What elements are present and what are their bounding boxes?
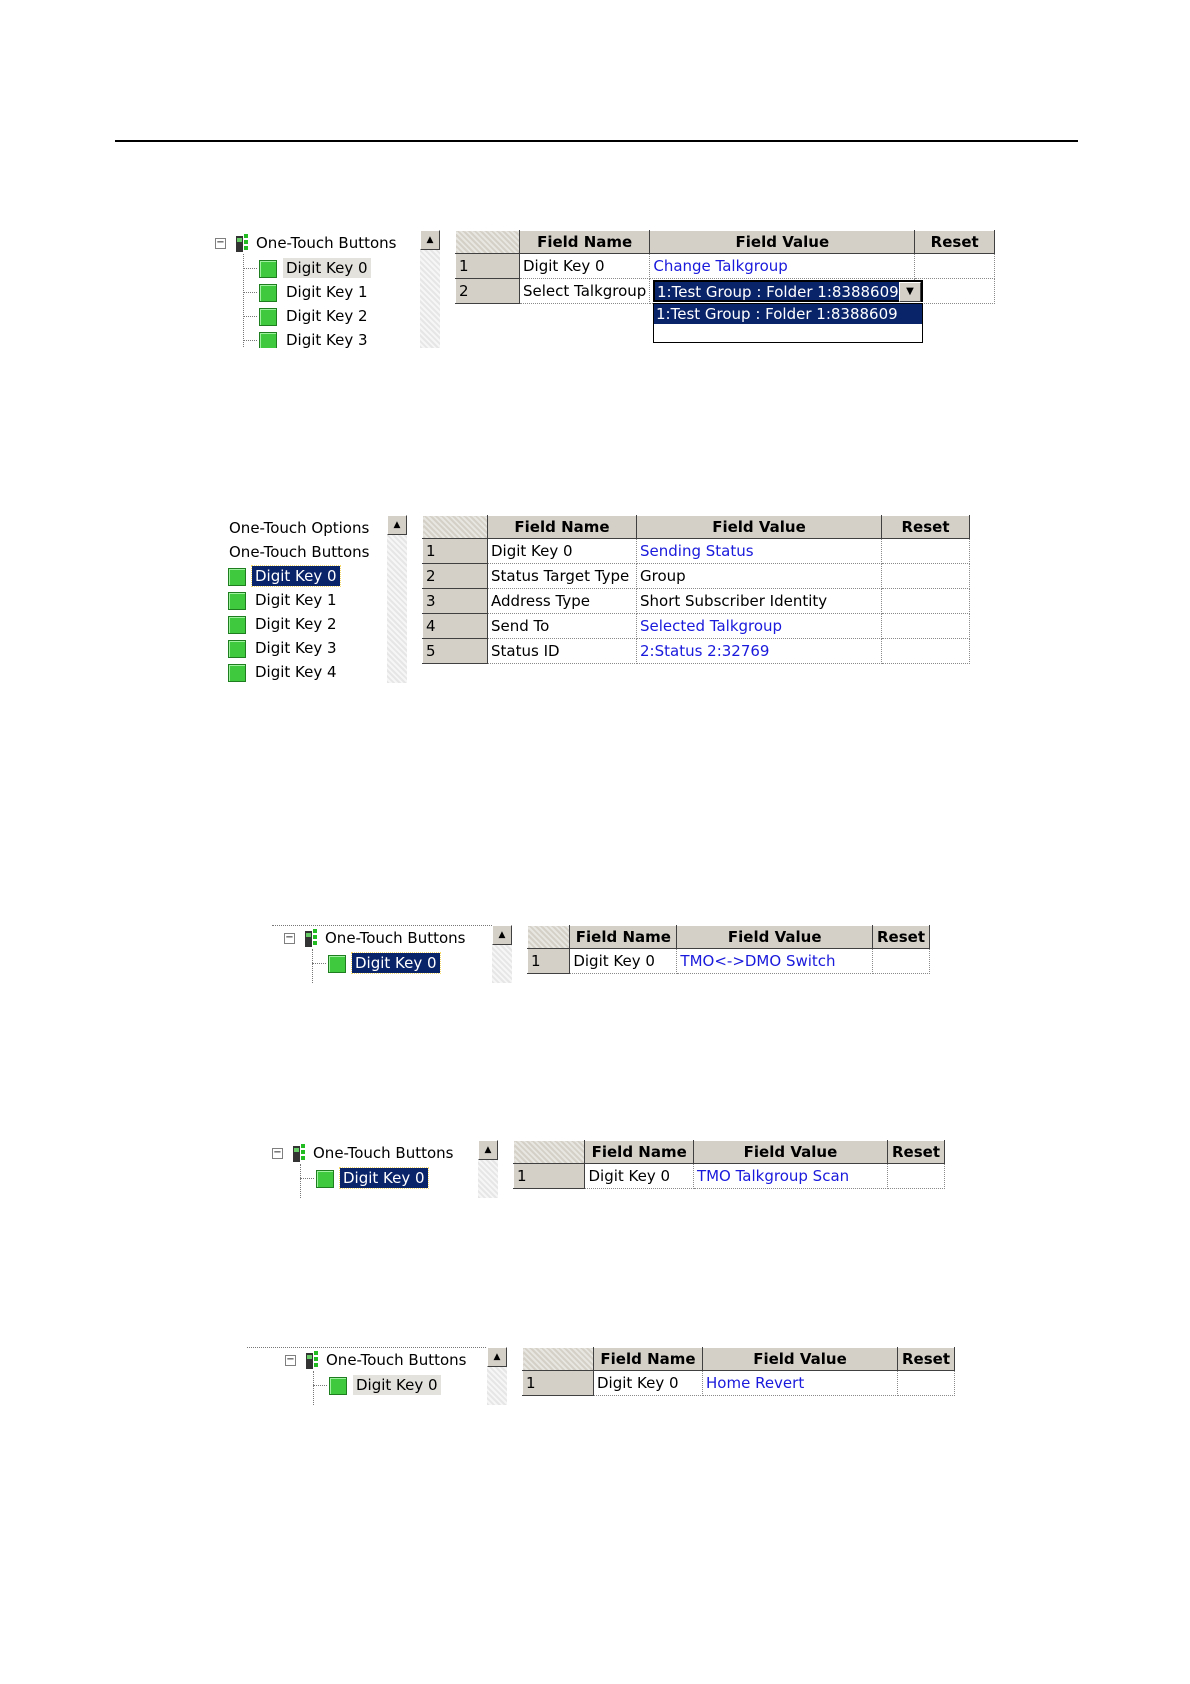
field-name-cell: Digit Key 0 [585,1164,693,1189]
table-row[interactable] [423,564,970,589]
table-row[interactable] [423,589,970,614]
row-number: 1 [523,1371,594,1396]
reset-cell[interactable] [882,539,970,564]
collapse-icon[interactable]: − [286,1354,295,1365]
header-field-name[interactable]: Field Name [570,926,677,949]
header-field-name[interactable]: Field Name [585,1141,693,1164]
screenshot-tmo-dmo-switch [272,925,932,985]
tree-guide [243,268,257,269]
tree-root[interactable] [322,927,468,949]
triangle-up-icon[interactable]: ▲ [478,1140,498,1160]
table-row[interactable] [423,539,970,564]
tree-root[interactable] [310,1142,456,1164]
row-number: 2 [456,279,520,304]
phone-icon [292,1143,306,1163]
green-square-icon [228,664,246,682]
tree-view [268,1140,478,1198]
screenshot-sending-status [222,515,972,685]
tree-root-label: One-Touch Buttons [313,1144,454,1162]
reset-cell[interactable] [898,1371,955,1396]
tree-item-digit-key-0[interactable] [316,1167,428,1189]
header-field-value[interactable]: Field Value [693,1141,887,1164]
field-name-cell: Send To [488,614,637,639]
tree-root-label: One-Touch Buttons [325,929,466,947]
field-name-cell: Digit Key 0 [570,949,677,974]
row-number: 5 [423,639,488,664]
tree-item-label: Digit Key 0 [353,1375,441,1395]
field-value-cell[interactable]: Change Talkgroup [650,254,915,279]
header-reset[interactable]: Reset [898,1348,955,1371]
row-number: 1 [514,1164,585,1189]
reset-cell[interactable] [873,949,930,974]
reset-cell[interactable] [882,564,970,589]
tree-item-label: Digit Key 0 [340,1168,428,1188]
row-number: 2 [423,564,488,589]
row-number: 4 [423,614,488,639]
header-field-value[interactable]: Field Value [650,231,915,254]
talkgroup-select-value: 1:Test Group : Folder 1:8388609 [657,283,899,301]
tree-item-digit-key-1[interactable] [228,589,340,611]
header-reset[interactable]: Reset [888,1141,945,1164]
triangle-up-icon[interactable]: ▲ [387,515,407,535]
tree-item-label: Digit Key 0 [283,258,371,278]
reset-cell[interactable] [915,254,995,279]
screenshot-home-revert [247,1347,957,1407]
tree-view [222,515,387,683]
tree-item-digit-key-2[interactable] [228,613,340,635]
field-value-cell[interactable]: Home Revert [703,1371,898,1396]
tree-item-one-touch-options[interactable] [226,517,372,539]
collapse-icon[interactable]: − [285,932,294,943]
tree-item-one-touch-buttons[interactable] [226,541,372,563]
grid-corner [456,231,520,254]
reset-cell[interactable] [882,639,970,664]
table-row[interactable] [528,949,930,974]
table-row[interactable] [456,254,995,279]
collapse-icon[interactable]: − [273,1147,282,1158]
green-square-icon [228,592,246,610]
green-square-icon [329,1377,347,1395]
header-field-name[interactable]: Field Name [488,516,637,539]
tree-item-digit-key-3[interactable] [259,329,371,348]
green-square-icon [228,640,246,658]
field-name-cell: Digit Key 0 [594,1371,703,1396]
field-value-cell[interactable]: 2:Status 2:32769 [637,639,882,664]
green-square-icon [316,1170,334,1188]
tree-item-label: Digit Key 3 [286,331,368,348]
tree-root-label: One-Touch Buttons [326,1351,467,1369]
header-reset[interactable]: Reset [915,231,995,254]
grid-corner [514,1141,585,1164]
header-field-name[interactable]: Field Name [594,1348,703,1371]
field-value-cell[interactable]: Short Subscriber Identity [637,589,882,614]
tree-item-digit-key-0[interactable] [329,1374,441,1396]
tree-scrollbar[interactable] [492,925,512,983]
row-number: 1 [456,254,520,279]
tree-guide [312,949,313,983]
field-value-cell[interactable]: TMO Talkgroup Scan [693,1164,887,1189]
tree-item-digit-key-0[interactable] [259,257,371,279]
tree-guide [313,1371,314,1405]
field-value-cell[interactable]: Sending Status [637,539,882,564]
field-grid [527,925,930,974]
field-grid [513,1140,945,1189]
tree-item-label: Digit Key 0 [252,566,340,586]
tree-scrollbar[interactable] [420,230,440,348]
tree-item-label: Digit Key 1 [286,283,368,301]
tree-item-label: Digit Key 2 [255,615,337,633]
tree-view [272,925,492,983]
tree-item-label: Digit Key 4 [255,663,337,681]
tree-item-label: Digit Key 3 [255,639,337,657]
tree-item-digit-key-4[interactable] [228,661,340,683]
tree-item-label: One-Touch Buttons [229,543,370,561]
reset-cell[interactable] [915,279,995,304]
header-field-value[interactable]: Field Value [703,1348,898,1371]
field-name-cell: Digit Key 0 [488,539,637,564]
tree-guide [300,1164,301,1198]
reset-cell[interactable] [882,614,970,639]
table-row[interactable] [514,1164,945,1189]
tree-guide [243,292,257,293]
tree-guide [313,1385,327,1386]
tree-item-digit-key-0[interactable] [228,565,340,587]
table-row[interactable] [423,639,970,664]
grid-corner [423,516,488,539]
tree-view [247,1347,487,1405]
green-square-icon [259,332,277,349]
table-row[interactable] [423,614,970,639]
header-field-name[interactable]: Field Name [520,231,650,254]
green-square-icon [259,284,277,302]
tree-guide [243,340,257,341]
tree-scrollbar[interactable] [478,1140,498,1198]
field-value-cell[interactable]: Selected Talkgroup [637,614,882,639]
tree-item-digit-key-2[interactable] [259,305,371,327]
header-reset[interactable]: Reset [873,926,930,949]
tree-scrollbar[interactable] [387,515,407,683]
grid-corner [523,1348,594,1371]
triangle-up-icon[interactable]: ▲ [420,230,440,250]
header-field-value[interactable]: Field Value [677,926,873,949]
green-square-icon [259,260,277,278]
tree-guide [312,963,326,964]
screenshot-tmo-talkgroup-scan [268,1140,948,1200]
green-square-icon [328,955,346,973]
row-number: 1 [528,949,570,974]
tree-item-label: Digit Key 1 [255,591,337,609]
tree-item-digit-key-3[interactable] [228,637,340,659]
field-name-cell: Select Talkgroup [520,279,650,304]
tree-scrollbar[interactable] [487,1347,507,1405]
reset-cell[interactable] [882,589,970,614]
tree-root[interactable] [323,1349,469,1371]
tree-guide [243,316,257,317]
phone-icon [235,233,249,253]
dropdown-option[interactable]: 1:Test Group : Folder 1:8388609 [654,304,922,324]
tree-root[interactable] [253,232,399,254]
collapse-icon[interactable]: − [216,237,225,248]
header-reset[interactable]: Reset [882,516,970,539]
tree-view [195,230,420,348]
talkgroup-select[interactable] [653,280,923,302]
table-row[interactable] [523,1371,955,1396]
tree-item-label: Digit Key 2 [286,307,368,325]
tree-item-digit-key-0[interactable] [328,952,440,974]
green-square-icon [228,568,246,586]
tree-root-label: One-Touch Buttons [256,234,397,252]
phone-icon [304,928,318,948]
triangle-up-icon[interactable]: ▲ [487,1347,507,1367]
field-value-cell[interactable]: Group [637,564,882,589]
field-grid [422,515,970,664]
field-name-cell: Status ID [488,639,637,664]
reset-cell[interactable] [888,1164,945,1189]
header-rule [115,140,1078,142]
row-number: 1 [423,539,488,564]
row-number: 3 [423,589,488,614]
grid-corner [528,926,570,949]
tree-item-label: Digit Key 0 [352,953,440,973]
field-name-cell: Digit Key 0 [520,254,650,279]
tree-item-digit-key-1[interactable] [259,281,371,303]
green-square-icon [259,308,277,326]
talkgroup-dropdown-list [653,303,923,343]
phone-icon [305,1350,319,1370]
green-square-icon [228,616,246,634]
tree-guide [300,1178,314,1179]
screenshot-change-talkgroup [195,230,995,350]
tree-item-label: One-Touch Options [229,519,370,537]
triangle-down-icon[interactable]: ▼ [899,282,921,302]
header-field-value[interactable]: Field Value [637,516,882,539]
triangle-up-icon[interactable]: ▲ [492,925,512,945]
field-grid [522,1347,955,1396]
field-name-cell: Address Type [488,589,637,614]
field-value-cell[interactable]: TMO<->DMO Switch [677,949,873,974]
field-name-cell: Status Target Type [488,564,637,589]
